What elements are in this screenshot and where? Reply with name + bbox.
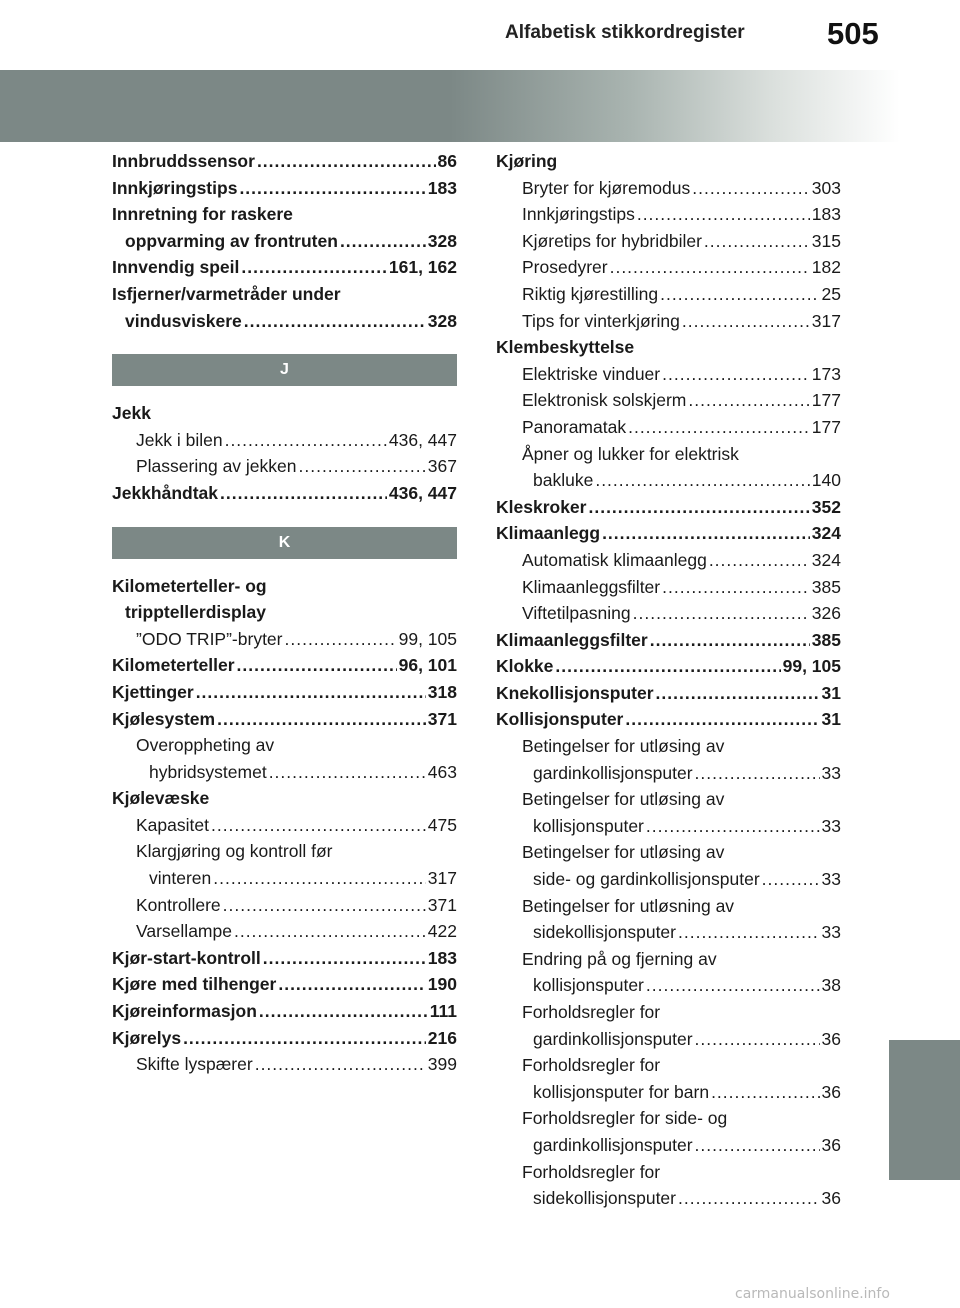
entry-label: Bryter for kjøremodus bbox=[522, 177, 691, 198]
index-entry bbox=[496, 361, 841, 388]
dot-leader bbox=[709, 547, 810, 574]
index-entry bbox=[496, 414, 841, 441]
entry-label: Klembeskyttelse bbox=[496, 337, 635, 358]
index-entry bbox=[496, 148, 841, 175]
entry-page-ref: 99, 105 bbox=[782, 656, 841, 677]
entry-page-ref: 36 bbox=[821, 1134, 841, 1155]
index-entry bbox=[496, 999, 841, 1026]
entry-label: kollisjonsputer bbox=[533, 975, 644, 996]
dot-leader bbox=[234, 918, 426, 945]
entry-label: Kjør-start-kontroll bbox=[112, 947, 261, 968]
index-entry bbox=[496, 175, 841, 202]
dot-leader bbox=[711, 1079, 819, 1106]
watermark: carmanualsonline.info bbox=[735, 1286, 890, 1302]
entry-page-ref: 36 bbox=[821, 1188, 841, 1209]
entry-page-ref: 111 bbox=[429, 1001, 457, 1022]
entry-label: Betingelser for utløsning av bbox=[522, 895, 735, 916]
entry-label: Kleskroker bbox=[496, 496, 587, 517]
dot-leader bbox=[555, 653, 780, 680]
dot-leader bbox=[637, 201, 810, 228]
entry-label: Kjettinger bbox=[112, 681, 194, 702]
entry-label: gardinkollisjonsputer bbox=[533, 1134, 693, 1155]
entry-label: Betingelser for utløsing av bbox=[522, 789, 725, 810]
index-entry bbox=[112, 759, 457, 786]
entry-label: Innretning for raskere bbox=[112, 204, 293, 225]
entry-page-ref: 315 bbox=[811, 230, 841, 251]
entry-label: Elektronisk solskjerm bbox=[522, 390, 687, 411]
entry-label: sidekollisjonsputer bbox=[533, 1188, 676, 1209]
index-entry bbox=[496, 467, 841, 494]
index-entry bbox=[112, 573, 457, 600]
dot-leader bbox=[762, 866, 820, 893]
entry-label: Prosedyrer bbox=[522, 257, 608, 278]
index-entry bbox=[496, 1052, 841, 1079]
index-entry bbox=[112, 865, 457, 892]
entry-label: Automatisk klimaanlegg bbox=[522, 549, 707, 570]
entry-page-ref: 36 bbox=[821, 1081, 841, 1102]
index-entry bbox=[112, 254, 457, 281]
entry-page-ref: 475 bbox=[427, 814, 457, 835]
dot-leader bbox=[625, 706, 819, 733]
dot-leader bbox=[595, 467, 809, 494]
entry-label: side- og gardinkollisjonsputer bbox=[533, 869, 760, 890]
index-entry bbox=[112, 971, 457, 998]
entry-label: Åpner og lukker for elektrisk bbox=[522, 443, 739, 464]
index-entry bbox=[496, 1132, 841, 1159]
dot-leader bbox=[217, 706, 426, 733]
index-entry bbox=[496, 1079, 841, 1106]
index-entry bbox=[112, 732, 457, 759]
index-entry bbox=[112, 1051, 457, 1078]
entry-page-ref: 190 bbox=[427, 974, 457, 995]
entry-page-ref: 371 bbox=[427, 708, 457, 729]
entry-label: sidekollisjonsputer bbox=[533, 922, 676, 943]
entry-page-ref: 317 bbox=[427, 868, 457, 889]
dot-leader bbox=[278, 971, 425, 998]
entry-label: Skifte lyspærer bbox=[136, 1054, 253, 1075]
entry-label: hybridsystemet bbox=[149, 761, 267, 782]
entry-label: Innbruddssensor bbox=[112, 151, 255, 171]
entry-page-ref: 371 bbox=[427, 894, 457, 915]
dot-leader bbox=[588, 494, 809, 521]
dot-leader bbox=[695, 760, 820, 787]
letter-heading: K bbox=[112, 527, 457, 559]
dot-leader bbox=[678, 1185, 820, 1212]
index-entry bbox=[112, 427, 457, 454]
entry-page-ref: 31 bbox=[821, 682, 841, 703]
index-entry bbox=[496, 1185, 841, 1212]
entry-label: tripptellerdisplay bbox=[125, 602, 267, 623]
dot-leader bbox=[299, 453, 426, 480]
entry-page-ref: 33 bbox=[821, 815, 841, 836]
entry-page-ref: 33 bbox=[821, 922, 841, 943]
index-entry bbox=[496, 706, 841, 733]
index-entry bbox=[496, 387, 841, 414]
dot-leader bbox=[259, 998, 428, 1025]
index-entry bbox=[496, 733, 841, 760]
index-entry bbox=[496, 201, 841, 228]
dot-leader bbox=[220, 480, 387, 507]
entry-page-ref: 96, 101 bbox=[398, 655, 457, 676]
entry-label: Kilometerteller- og bbox=[112, 575, 267, 596]
entry-page-ref: 99, 105 bbox=[398, 628, 457, 649]
dot-leader bbox=[285, 626, 397, 653]
dot-leader bbox=[662, 574, 810, 601]
entry-page-ref: 352 bbox=[811, 496, 841, 517]
index-entry bbox=[496, 866, 841, 893]
entry-label: Plassering av jekken bbox=[136, 456, 297, 477]
entry-page-ref: 385 bbox=[811, 629, 841, 650]
page-number: 505 bbox=[827, 16, 879, 51]
entry-page-ref: 183 bbox=[427, 177, 457, 198]
index-entry bbox=[496, 653, 841, 680]
entry-label: Innkjøringstips bbox=[522, 204, 635, 225]
entry-label: Kjøretips for hybridbiler bbox=[522, 230, 702, 251]
index-entry bbox=[496, 600, 841, 627]
entry-page-ref: 173 bbox=[811, 363, 841, 384]
dot-leader bbox=[225, 427, 387, 454]
dot-leader bbox=[244, 308, 426, 335]
entry-label: Forholdsregler for bbox=[522, 1055, 661, 1076]
index-entry bbox=[496, 813, 841, 840]
dot-leader bbox=[678, 919, 820, 946]
dot-leader bbox=[255, 1051, 426, 1078]
dot-leader bbox=[223, 892, 426, 919]
dot-leader bbox=[610, 254, 810, 281]
index-entry bbox=[496, 946, 841, 973]
index-entry bbox=[496, 520, 841, 547]
entry-page-ref: 33 bbox=[821, 869, 841, 890]
index-entry bbox=[112, 228, 457, 255]
index-entry bbox=[112, 308, 457, 335]
index-entry bbox=[112, 281, 457, 308]
entry-label: Betingelser for utløsing av bbox=[522, 736, 725, 757]
index-entry bbox=[112, 652, 457, 679]
entry-label: Knekollisjonsputer bbox=[496, 682, 654, 703]
index-entry bbox=[496, 1105, 841, 1132]
entry-label: gardinkollisjonsputer bbox=[533, 762, 693, 783]
header-banner bbox=[0, 70, 900, 142]
entry-label: Klimaanlegg bbox=[496, 523, 601, 544]
entry-label: Panoramatak bbox=[522, 416, 627, 437]
entry-page-ref: 317 bbox=[811, 310, 841, 331]
entry-page-ref: 328 bbox=[427, 310, 457, 331]
dot-leader bbox=[237, 652, 397, 679]
dot-leader bbox=[692, 175, 810, 202]
entry-page-ref: 216 bbox=[427, 1027, 457, 1048]
entry-label: Tips for vinterkjøring bbox=[522, 310, 680, 331]
index-entry bbox=[112, 892, 457, 919]
index-entry bbox=[112, 400, 457, 427]
entry-label: Forholdsregler for side- og bbox=[522, 1108, 728, 1129]
dot-leader bbox=[269, 759, 426, 786]
entry-label: Overoppheting av bbox=[136, 735, 275, 756]
index-entry bbox=[496, 281, 841, 308]
entry-label: Klokke bbox=[496, 656, 554, 677]
dot-leader bbox=[263, 945, 426, 972]
entry-page-ref: 161, 162 bbox=[388, 257, 457, 278]
index-entry bbox=[496, 839, 841, 866]
entry-label: Kjøreinformasjon bbox=[112, 1001, 257, 1022]
entry-page-ref: 385 bbox=[811, 576, 841, 597]
dot-leader bbox=[650, 627, 810, 654]
index-column-left bbox=[112, 148, 457, 1078]
entry-page-ref: 436, 447 bbox=[388, 482, 457, 503]
entry-page-ref: 422 bbox=[427, 921, 457, 942]
dot-leader bbox=[662, 361, 810, 388]
entry-label: Elektriske vinduer bbox=[522, 363, 661, 384]
index-entry bbox=[112, 148, 457, 175]
dot-leader bbox=[257, 148, 436, 175]
entry-page-ref: 367 bbox=[427, 456, 457, 477]
index-entry bbox=[112, 1025, 457, 1052]
entry-label: kollisjonsputer bbox=[533, 815, 644, 836]
entry-page-ref: 399 bbox=[427, 1054, 457, 1075]
index-entry bbox=[112, 679, 457, 706]
entry-label: Betingelser for utløsing av bbox=[522, 842, 725, 863]
entry-label: oppvarming av frontruten bbox=[125, 230, 338, 251]
entry-label: Innkjøringstips bbox=[112, 177, 238, 198]
index-entry bbox=[496, 547, 841, 574]
index-entry bbox=[496, 893, 841, 920]
dot-leader bbox=[688, 387, 809, 414]
entry-label: Klimaanleggsfilter bbox=[522, 576, 661, 597]
index-entry bbox=[112, 918, 457, 945]
entry-label: Kollisjonsputer bbox=[496, 709, 624, 730]
index-entry bbox=[496, 441, 841, 468]
entry-label: Isfjerner/varmetråder under bbox=[112, 283, 341, 304]
entry-page-ref: 183 bbox=[427, 947, 457, 968]
entry-page-ref: 38 bbox=[821, 975, 841, 996]
index-entry bbox=[112, 706, 457, 733]
entry-label: Kjøring bbox=[496, 151, 558, 171]
entry-label: Forholdsregler for bbox=[522, 1161, 661, 1182]
entry-page-ref: 324 bbox=[811, 523, 841, 544]
dot-leader bbox=[602, 520, 810, 547]
entry-page-ref: 326 bbox=[811, 603, 841, 624]
entry-label: Klimaanleggsfilter bbox=[496, 629, 648, 650]
dot-leader bbox=[660, 281, 819, 308]
entry-page-ref: 328 bbox=[427, 230, 457, 251]
index-entry bbox=[496, 574, 841, 601]
index-entry bbox=[496, 228, 841, 255]
index-entry bbox=[496, 786, 841, 813]
entry-page-ref: 183 bbox=[811, 204, 841, 225]
entry-page-ref: 33 bbox=[821, 762, 841, 783]
entry-label: Kjørelys bbox=[112, 1027, 182, 1048]
entry-page-ref: 177 bbox=[811, 416, 841, 437]
entry-label: bakluke bbox=[533, 470, 594, 491]
entry-label: Jekkhåndtak bbox=[112, 482, 219, 503]
dot-leader bbox=[682, 308, 810, 335]
entry-label: Kjøre med tilhenger bbox=[112, 974, 277, 995]
entry-label: Kilometerteller bbox=[112, 655, 235, 676]
index-column-right bbox=[496, 148, 841, 1212]
entry-page-ref: 36 bbox=[821, 1028, 841, 1049]
index-entry bbox=[112, 998, 457, 1025]
entry-page-ref: 303 bbox=[811, 177, 841, 198]
entry-label: Riktig kjørestilling bbox=[522, 283, 659, 304]
dot-leader bbox=[656, 680, 820, 707]
index-entry bbox=[496, 334, 841, 361]
entry-label: Jekk bbox=[112, 403, 151, 424]
dot-leader bbox=[340, 228, 426, 255]
index-entry bbox=[496, 627, 841, 654]
dot-leader bbox=[633, 600, 810, 627]
index-entry bbox=[496, 680, 841, 707]
entry-label: Viftetilpasning bbox=[522, 603, 631, 624]
entry-page-ref: 318 bbox=[427, 681, 457, 702]
dot-leader bbox=[241, 254, 386, 281]
dot-leader bbox=[628, 414, 810, 441]
entry-label: Kjølevæske bbox=[112, 788, 210, 809]
index-entry bbox=[496, 1026, 841, 1053]
index-entry bbox=[496, 919, 841, 946]
dot-leader bbox=[646, 972, 820, 999]
dot-leader bbox=[695, 1132, 820, 1159]
index-entry bbox=[112, 480, 457, 507]
entry-label: Innvendig speil bbox=[112, 257, 240, 278]
index-entry bbox=[496, 308, 841, 335]
index-entry bbox=[496, 1159, 841, 1186]
entry-page-ref: 177 bbox=[811, 390, 841, 411]
entry-label: Jekk i bilen bbox=[136, 429, 223, 450]
entry-label: Kapasitet bbox=[136, 814, 209, 835]
entry-label: Kjølesystem bbox=[112, 708, 216, 729]
index-entry bbox=[112, 945, 457, 972]
index-entry bbox=[496, 972, 841, 999]
entry-page-ref: 86 bbox=[437, 151, 457, 171]
entry-label: Forholdsregler for bbox=[522, 1002, 661, 1022]
index-entry bbox=[112, 626, 457, 653]
entry-label: Klargjøring og kontroll før bbox=[136, 841, 333, 862]
dot-leader bbox=[213, 865, 426, 892]
entry-page-ref: 31 bbox=[821, 709, 841, 730]
entry-page-ref: 463 bbox=[427, 761, 457, 782]
index-entry bbox=[496, 254, 841, 281]
entry-page-ref: 25 bbox=[821, 283, 841, 304]
dot-leader bbox=[183, 1025, 426, 1052]
index-entry bbox=[112, 838, 457, 865]
section-title: Alfabetisk stikkordregister bbox=[505, 22, 745, 43]
dot-leader bbox=[196, 679, 426, 706]
index-entry bbox=[496, 760, 841, 787]
entry-label: kollisjonsputer for barn bbox=[533, 1081, 710, 1102]
dot-leader bbox=[239, 175, 425, 202]
entry-label: vindusviskere bbox=[125, 310, 242, 331]
index-entry bbox=[112, 812, 457, 839]
entry-label: ”ODO TRIP”-bryter bbox=[136, 628, 283, 649]
entry-label: Varsellampe bbox=[136, 921, 232, 942]
entry-label: vinteren bbox=[149, 868, 212, 889]
index-entry bbox=[112, 201, 457, 228]
entry-page-ref: 324 bbox=[811, 549, 841, 570]
entry-label: gardinkollisjonsputer bbox=[533, 1028, 693, 1049]
dot-leader bbox=[704, 228, 810, 255]
letter-heading: J bbox=[112, 354, 457, 386]
chapter-tab bbox=[889, 1040, 960, 1180]
dot-leader bbox=[695, 1026, 820, 1053]
entry-label: Kontrollere bbox=[136, 894, 221, 915]
index-entry bbox=[112, 175, 457, 202]
index-entry bbox=[112, 785, 457, 812]
entry-label: Endring på og fjerning av bbox=[522, 948, 717, 969]
index-entry bbox=[112, 453, 457, 480]
index-entry bbox=[496, 494, 841, 521]
entry-page-ref: 182 bbox=[811, 257, 841, 278]
dot-leader bbox=[646, 813, 820, 840]
entry-page-ref: 140 bbox=[811, 470, 841, 491]
dot-leader bbox=[211, 812, 426, 839]
entry-page-ref: 436, 447 bbox=[388, 429, 457, 450]
index-entry bbox=[112, 599, 457, 626]
